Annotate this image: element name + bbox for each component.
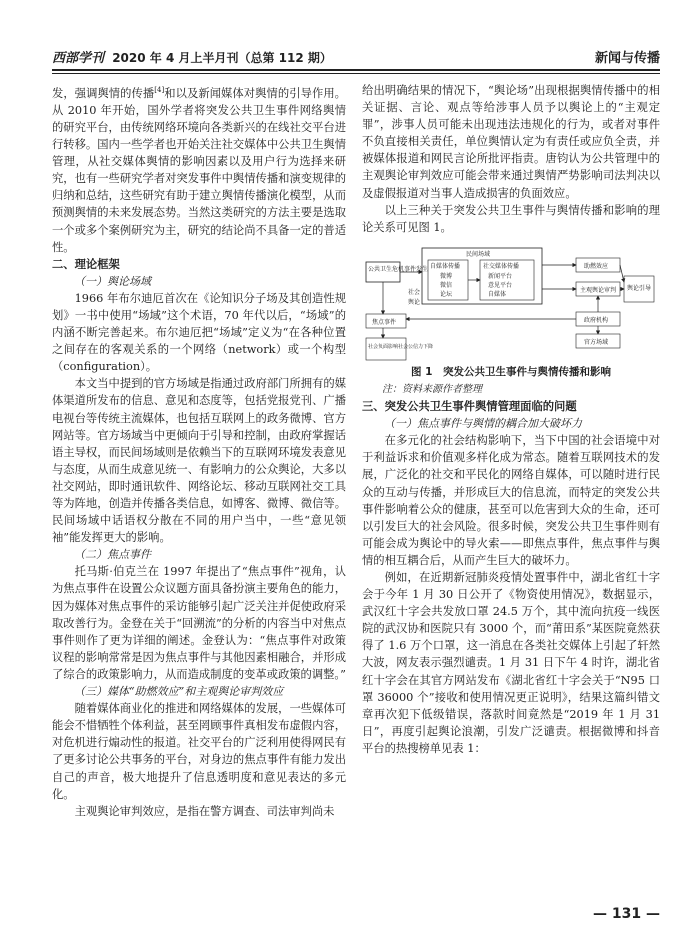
social-item-2: 自媒体 [488, 290, 507, 298]
media-item-2: 论坛 [440, 290, 453, 298]
side-label-2: 舆论 [408, 298, 421, 306]
society-box-label: 社会负面影响社会公信力下降 [368, 343, 434, 350]
page-header [52, 44, 660, 66]
social-item-0: 新闻平台 [488, 272, 513, 280]
paragraph-judge: 主观舆论审判效应，是指在警方调查、司法审判尚未 [74, 804, 335, 818]
subsection-heading-coupling: （一）焦点事件与舆情的耦合加大破坏力 [384, 417, 582, 431]
judge-box-label: 主观舆论审判 [580, 286, 617, 294]
side-label-1: 社会 [408, 288, 421, 296]
figure-caption: 图 1 突发公共卫生事件与舆情传播和影响 [411, 365, 611, 378]
paragraph-official: 本文当中提到的官方场域是指通过政府部门所拥有的媒体渠道所发布的信息、意见和态度等，包括党报党刊、广播电视台等传统主流媒体，也包括互联网上的政务微博、官方网站等。官方场域当中更倾向于引导和控制，由政府掌握话语主导权，而民间场域则是依赖当下的互联网环境发表意见与态度，从而生成意见统一、有影响力的公众舆论，大多以社交网站，即时通讯软件、网络论坛、移动互联网社交工具等为阵地，创造并传播各类信息，如博客、微博、微信等。民间场域中话语权分散在不同的用户当中，一些“意见领袖”能发挥更大的影响。 [52, 377, 346, 545]
journal-info [52, 47, 332, 66]
focus-box-label: 焦点事件 [372, 318, 397, 326]
page-number: — 131 — [593, 906, 660, 922]
effect-box-label: 助燃效应 [584, 262, 609, 270]
folk-field-label: 民间场域 [466, 250, 491, 258]
media-item-1: 微信 [440, 281, 453, 289]
header-rule [52, 69, 660, 71]
citation-ref: [4] [154, 86, 165, 94]
paragraph-example: 例如，在近期新冠肺炎疫情处置事件中，湖北省红十字会于今年 1 月 30 日公开了《物资使用情况》，数据显示，武汉红十字会共发放口罩 24.5 万个，其中流向抗疫一线医院的武汉协和医院只有 3000 个，而“莆田系”某医院竟然获得了 1.6 万个口罩，这一消息在各类社交媒体上引起了轩然大波，网友表示强烈谴责。1 月 31 日下午 4 时许，湖北省红十字会在其官方网站发布《湖北省红十字会关于“N95 口罩 36000 个”接收和使用情况更正说明》，结果这篇纠错文章再次犯下低级错误，落款时间竟然是“2019 年 1 月 31 日”，再度引起舆论浪潮，引发广泛谴责。根据微博和抖音平台的热搜榜单见表 1： [362, 570, 660, 755]
media-item-0: 微博 [440, 272, 453, 280]
social-item-1: 意见平台 [488, 281, 513, 289]
right-column [362, 82, 660, 757]
section-name: 新闻与传播 [594, 51, 660, 66]
figure-1 [362, 242, 660, 362]
figure-note: 注：资料来源作者整理 [382, 383, 482, 395]
header-rule-thin [52, 73, 660, 74]
paragraph-figure-intro: 以上三种关于突发公共卫生事件与舆情传播和影响的理论关系可见图 1。 [362, 203, 660, 234]
paragraph-focus: 托马斯·伯克兰在 1997 年提出了“焦点事件”视角，认为焦点事件在设置公众议题方面具备扮演主要角色的能力，因为媒体对焦点事件的采访能够引起广泛关注并促使政府采取改善行为。金登在关于“回溯流”的分析的内容当中对焦点事件则作了更为详细的阐述。金登认为：“焦点事件对政策议程的影响常常是因为焦点事件与其他因素相融合，并形成了综合的政策影响力，从而造成制度的变革或政策的调整。” [52, 565, 346, 681]
event-box-label: 公共卫生危机事件发生 [368, 265, 429, 273]
left-column [52, 82, 346, 820]
paragraph-media: 随着媒体商业化的推进和网络媒体的发展，一些媒体可能会不惜牺牲个体利益，甚至罔顾事件真相发布虚假内容，对危机进行煽动性的报道。社交平台的广泛利用使得网民有了更多讨论公共事务的平台，对身边的焦点事件有能力发出自己的声音，极大地提升了信息透明度和意见表达的多元化。 [52, 702, 346, 801]
gov-box-label: 政府机构 [584, 316, 609, 324]
subsection-heading-focus: （二）焦点事件 [74, 548, 151, 562]
figure-diagram [362, 242, 660, 362]
official-box-label: 官方场域 [584, 338, 609, 346]
influence-box-label: 舆论引导 [627, 284, 652, 292]
section-heading-theory: 二、理论框架 [52, 257, 120, 271]
paragraph-intro: 发，强调舆情的传播[4]和以及新闻媒体对舆情的引导作用。从 2010 年开始，国外学者将突发公共卫生事件网络舆情的研究平台，由传统网络环境向各类新兴的在线社交平台进行转移。国内一些学者也开始关注社交媒体中公共卫生舆情管理，从社交媒体舆情的影响因素以及用户行为选择来研究，也有一些研究学者对突发事件中舆情传播和演变规律的归纳和总结，这些研究有助于建立舆情传播演化模型，从而预测舆情的未来发展态势。当然这类研究的方法主要是选取一个或多个案例研究为主，研究的结论尚不具备一定的普适性。 [52, 86, 346, 254]
subsection-heading-field: （一）舆论场域 [74, 274, 151, 288]
journal-logo: 西部学刊 [52, 51, 105, 66]
paragraph-field: 1966 年布尔迪厄首次在《论知识分子场及其创造性规划》一书中使用“场域”这个术语，70 年代以后，“场域”的内涵不断完善起来。布尔迪厄把“场域”定义为“在各种位置之间存在的客观关系的一个网络（network）或一个构型（configuration）。 [52, 291, 346, 374]
subsection-heading-media: （三）媒体“助燃效应”和主观舆论审判效应 [74, 685, 284, 699]
paragraph-coupling: 在多元化的社会结构影响下，当下中国的社会语境中对于利益诉求和价值观多样化成为常态。随着互联网技术的发展，广泛化的社交和平民化的网络自媒体，可以随时进行民众的互动与传播，并形成巨大的信息流，而特定的突发公共事件影响着公众的健康，甚至可以危害到大众的生命，还可以引发巨大的社会风险。很多时候，突发公共卫生事件则有可能会成为舆论中的导火索——即焦点事件，焦点事件与舆情的相互耦合后，从而产生巨大的破坏力。 [362, 434, 660, 567]
social-box-title: 社交媒体传播 [483, 262, 520, 270]
issue-info: 2020 年 4 月上半月刊（总第 112 期） [112, 51, 332, 65]
section-heading-problems: 三、突发公共卫生事件舆情管理面临的问题 [362, 400, 577, 414]
paragraph-continued: 给出明确结果的情况下，“舆论场”出现根据舆情传播中的相关证据、言论、观点等给涉事人员予以舆论上的“主观定罪”，涉事人员可能未出现违法违规化的行为，或者对事件不负直接相关责任，单位舆情认定为有责任或应负全责，并被媒体报道和网民言论所批评指责。唐钧认为公共管理中的主观舆论审判效应可能会带来通过舆情严势影响司法判决以及虚假报道对当事人造成损害的负面效应。 [362, 84, 660, 200]
media-box-title: 自媒体传播 [430, 262, 461, 270]
